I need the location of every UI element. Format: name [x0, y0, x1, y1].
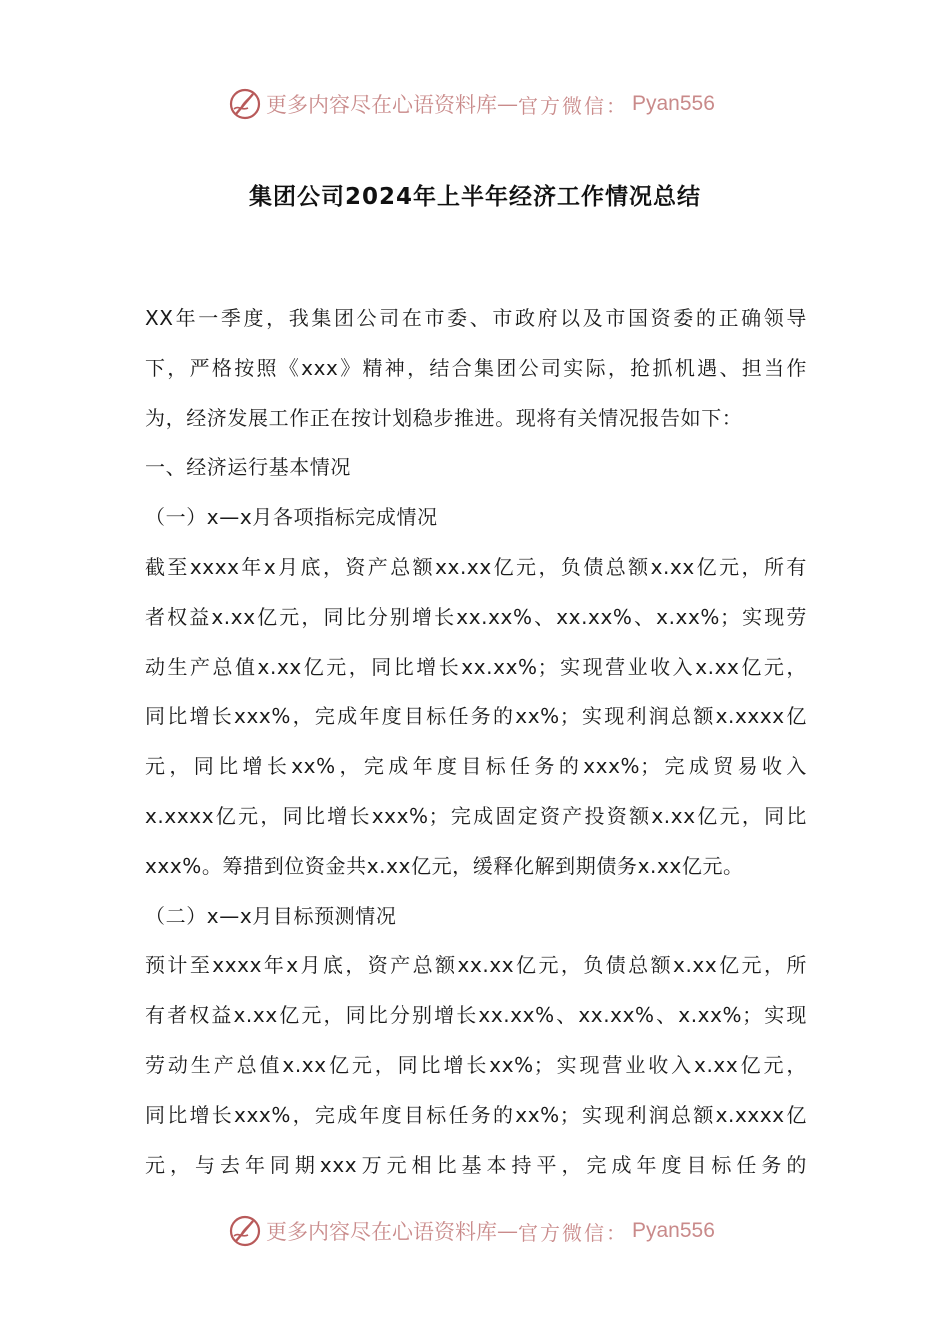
body-line: 为，经济发展工作正在按计划稳步推进。现将有关情况报告如下：	[145, 405, 743, 430]
watermark-label: 官方微信：	[518, 1220, 628, 1245]
body-line: 劳动生产总值x.xx亿元，同比增长xx%；实现营业收入x.xx亿元，	[145, 1052, 807, 1077]
watermark-dash: —	[497, 1219, 518, 1243]
watermark-dash: —	[497, 92, 518, 116]
body-line: xxx%。筹措到位资金共x.xx亿元，缓释化解到期债务x.xx亿元。	[145, 853, 744, 878]
body-line: x.xxxx亿元，同比增长xxx%；完成固定资产投资额x.xx亿元，同比	[145, 803, 807, 828]
watermark-account: Pyan556	[632, 92, 715, 115]
body-line: 元，同比增长xx%，完成年度目标任务的xxx%；完成贸易收入	[145, 754, 807, 779]
body-line: XX年一季度，我集团公司在市委、市政府以及市国资委的正确领导	[145, 306, 807, 330]
body-line: 同比增长xxx%，完成年度目标任务的xx%；实现利润总额x.xxxx亿	[145, 1102, 807, 1127]
section-heading: 一、经济运行基本情况	[145, 455, 351, 480]
body-line: 有者权益x.xx亿元，同比分别增长xx.xx%、xx.xx%、x.xx%；实现	[145, 1003, 807, 1028]
body-line: 元，与去年同期xxx万元相比基本持平，完成年度目标任务的	[145, 1152, 807, 1177]
watermark-banner-bottom	[228, 1211, 748, 1251]
document-body	[145, 294, 807, 1190]
quill-pen-logo-icon	[228, 1214, 262, 1248]
watermark-banner-top	[228, 84, 748, 124]
body-line: 预计至xxxx年x月底，资产总额xx.xx亿元，负债总额x.xx亿元，所	[145, 953, 807, 978]
watermark-account: Pyan556	[632, 1219, 715, 1242]
watermark-main-text: 更多内容尽在心语资料库	[266, 93, 497, 117]
body-line: 者权益x.xx亿元，同比分别增长xx.xx%、xx.xx%、x.xx%；实现劳	[145, 604, 807, 629]
subsection-heading: （一）x—x月各项指标完成情况	[145, 505, 438, 530]
body-line: 截至xxxx年x月底，资产总额xx.xx亿元，负债总额x.xx亿元，所有	[145, 554, 807, 579]
body-line: 下，严格按照《xxx》精神，结合集团公司实际，抢抓机遇、担当作	[145, 355, 807, 380]
body-line: 同比增长xxx%，完成年度目标任务的xx%；实现利润总额x.xxxx亿	[145, 704, 807, 729]
watermark-main-text: 更多内容尽在心语资料库	[266, 1220, 497, 1244]
subsection-heading: （二）x—x月目标预测情况	[145, 903, 397, 928]
quill-pen-logo-icon	[228, 87, 262, 121]
document-title: 集团公司2024年上半年经济工作情况总结	[248, 184, 701, 210]
watermark-label: 官方微信：	[518, 93, 628, 118]
body-line: 动生产总值x.xx亿元，同比增长xx.xx%；实现营业收入x.xx亿元，	[145, 654, 807, 679]
